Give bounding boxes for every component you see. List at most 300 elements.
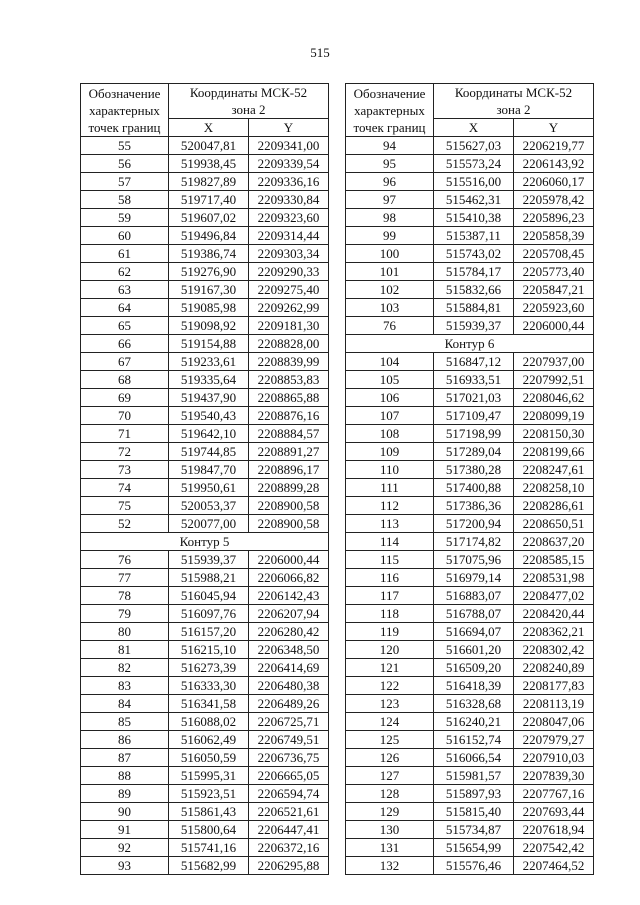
x-coordinate-cell: 519744,85 xyxy=(169,443,249,461)
coordinates-table-right xyxy=(345,83,594,875)
table-row xyxy=(346,659,594,677)
point-number-cell: 97 xyxy=(346,191,434,209)
table-row xyxy=(81,731,329,749)
point-number-cell: 103 xyxy=(346,299,434,317)
table-row xyxy=(81,209,329,227)
table-row xyxy=(346,425,594,443)
point-number-cell: 64 xyxy=(81,299,169,317)
y-coordinate-cell: 2208899,28 xyxy=(249,479,329,497)
x-coordinate-cell: 519098,92 xyxy=(169,317,249,335)
point-number-cell: 112 xyxy=(346,497,434,515)
header-coord-system-line: Координаты МСК-52 xyxy=(189,85,308,100)
point-number-cell: 62 xyxy=(81,263,169,281)
point-number-cell: 57 xyxy=(81,173,169,191)
point-number-cell: 104 xyxy=(346,353,434,371)
y-coordinate-cell: 2206066,82 xyxy=(249,569,329,587)
x-coordinate-cell: 515897,93 xyxy=(434,785,514,803)
table-row xyxy=(81,317,329,335)
table-row xyxy=(346,155,594,173)
x-coordinate-cell: 516240,21 xyxy=(434,713,514,731)
table-body-right xyxy=(346,137,594,875)
point-number-cell: 105 xyxy=(346,371,434,389)
table-row xyxy=(81,659,329,677)
point-number-cell: 98 xyxy=(346,209,434,227)
y-coordinate-cell: 2208099,19 xyxy=(514,407,594,425)
y-coordinate-cell: 2207992,51 xyxy=(514,371,594,389)
x-coordinate-cell: 516509,20 xyxy=(434,659,514,677)
x-coordinate-cell: 516066,54 xyxy=(434,749,514,767)
table-row xyxy=(81,695,329,713)
y-coordinate-cell: 2206219,77 xyxy=(514,137,594,155)
point-number-cell: 56 xyxy=(81,155,169,173)
y-coordinate-cell: 2205773,40 xyxy=(514,263,594,281)
point-number-cell: 102 xyxy=(346,281,434,299)
table-row xyxy=(81,461,329,479)
x-coordinate-cell: 515939,37 xyxy=(434,317,514,335)
point-number-cell: 94 xyxy=(346,137,434,155)
point-number-cell: 126 xyxy=(346,749,434,767)
point-number-cell: 125 xyxy=(346,731,434,749)
point-number-cell: 122 xyxy=(346,677,434,695)
point-number-cell: 60 xyxy=(81,227,169,245)
table-row xyxy=(81,785,329,803)
table-row xyxy=(81,155,329,173)
point-number-cell: 114 xyxy=(346,533,434,551)
table-row xyxy=(346,209,594,227)
contour-label: Контур 5 xyxy=(81,533,329,551)
point-number-cell: 127 xyxy=(346,767,434,785)
x-coordinate-cell: 515410,38 xyxy=(434,209,514,227)
y-coordinate-cell: 2206280,42 xyxy=(249,623,329,641)
header-designation xyxy=(81,84,169,137)
table-row xyxy=(81,857,329,875)
y-coordinate-cell: 2208420,44 xyxy=(514,605,594,623)
table-row xyxy=(81,389,329,407)
table-row xyxy=(81,677,329,695)
point-number-cell: 71 xyxy=(81,425,169,443)
point-number-cell: 76 xyxy=(81,551,169,569)
x-coordinate-cell: 515884,81 xyxy=(434,299,514,317)
table-row xyxy=(346,281,594,299)
x-coordinate-cell: 516050,59 xyxy=(169,749,249,767)
y-coordinate-cell: 2207618,94 xyxy=(514,821,594,839)
table-row xyxy=(346,137,594,155)
point-number-cell: 106 xyxy=(346,389,434,407)
point-number-cell: 118 xyxy=(346,605,434,623)
point-number-cell: 63 xyxy=(81,281,169,299)
point-number-cell: 95 xyxy=(346,155,434,173)
y-coordinate-cell: 2206000,44 xyxy=(514,317,594,335)
point-number-cell: 73 xyxy=(81,461,169,479)
table-row xyxy=(346,749,594,767)
x-coordinate-cell: 516847,12 xyxy=(434,353,514,371)
x-coordinate-cell: 515682,99 xyxy=(169,857,249,875)
x-coordinate-cell: 515832,66 xyxy=(434,281,514,299)
point-number-cell: 52 xyxy=(81,515,169,533)
header-coord-system xyxy=(169,84,329,119)
table-row xyxy=(346,533,594,551)
x-coordinate-cell: 516694,07 xyxy=(434,623,514,641)
y-coordinate-cell: 2205978,42 xyxy=(514,191,594,209)
point-number-cell: 75 xyxy=(81,497,169,515)
y-coordinate-cell: 2206060,17 xyxy=(514,173,594,191)
x-coordinate-cell: 515815,40 xyxy=(434,803,514,821)
x-coordinate-cell: 515516,00 xyxy=(434,173,514,191)
point-number-cell: 89 xyxy=(81,785,169,803)
point-number-cell: 81 xyxy=(81,641,169,659)
table-row xyxy=(81,137,329,155)
y-coordinate-cell: 2206143,92 xyxy=(514,155,594,173)
table-row xyxy=(346,785,594,803)
header-designation-line: характерных xyxy=(354,102,425,118)
point-number-cell: 108 xyxy=(346,425,434,443)
y-coordinate-cell: 2206594,74 xyxy=(249,785,329,803)
x-coordinate-cell: 515995,31 xyxy=(169,767,249,785)
point-number-cell: 70 xyxy=(81,407,169,425)
x-coordinate-cell: 519950,61 xyxy=(169,479,249,497)
table-row xyxy=(346,353,594,371)
y-coordinate-cell: 2206749,51 xyxy=(249,731,329,749)
y-coordinate-cell: 2208113,19 xyxy=(514,695,594,713)
point-number-cell: 58 xyxy=(81,191,169,209)
point-number-cell: 101 xyxy=(346,263,434,281)
y-coordinate-cell: 2207910,03 xyxy=(514,749,594,767)
table-row xyxy=(346,569,594,587)
table-row xyxy=(81,605,329,623)
y-coordinate-cell: 2209341,00 xyxy=(249,137,329,155)
x-coordinate-cell: 519154,88 xyxy=(169,335,249,353)
y-coordinate-cell: 2208531,98 xyxy=(514,569,594,587)
point-number-cell: 116 xyxy=(346,569,434,587)
point-number-cell: 85 xyxy=(81,713,169,731)
table-row xyxy=(346,479,594,497)
x-coordinate-cell: 519496,84 xyxy=(169,227,249,245)
table-row xyxy=(346,317,594,335)
x-coordinate-cell: 516328,68 xyxy=(434,695,514,713)
point-number-cell: 88 xyxy=(81,767,169,785)
table-row xyxy=(81,821,329,839)
y-coordinate-cell: 2208199,66 xyxy=(514,443,594,461)
x-coordinate-cell: 517075,96 xyxy=(434,551,514,569)
table-row xyxy=(346,821,594,839)
table-row xyxy=(346,371,594,389)
header-x: X xyxy=(169,119,249,137)
y-coordinate-cell: 2206372,16 xyxy=(249,839,329,857)
table-row xyxy=(81,173,329,191)
point-number-cell: 77 xyxy=(81,569,169,587)
table-row xyxy=(81,839,329,857)
y-coordinate-cell: 2206447,41 xyxy=(249,821,329,839)
y-coordinate-cell: 2205858,39 xyxy=(514,227,594,245)
table-row xyxy=(346,461,594,479)
y-coordinate-cell: 2206414,69 xyxy=(249,659,329,677)
x-coordinate-cell: 517198,99 xyxy=(434,425,514,443)
y-coordinate-cell: 2206142,43 xyxy=(249,587,329,605)
table-row xyxy=(81,479,329,497)
x-coordinate-cell: 517400,88 xyxy=(434,479,514,497)
point-number-cell: 100 xyxy=(346,245,434,263)
table-row xyxy=(81,191,329,209)
point-number-cell: 120 xyxy=(346,641,434,659)
table-row xyxy=(81,245,329,263)
table-row xyxy=(346,443,594,461)
point-number-cell: 124 xyxy=(346,713,434,731)
x-coordinate-cell: 516062,49 xyxy=(169,731,249,749)
x-coordinate-cell: 519540,43 xyxy=(169,407,249,425)
point-number-cell: 107 xyxy=(346,407,434,425)
x-coordinate-cell: 519085,98 xyxy=(169,299,249,317)
table-row xyxy=(81,641,329,659)
point-number-cell: 83 xyxy=(81,677,169,695)
y-coordinate-cell: 2208177,83 xyxy=(514,677,594,695)
point-number-cell: 86 xyxy=(81,731,169,749)
table-row xyxy=(346,173,594,191)
x-coordinate-cell: 519167,30 xyxy=(169,281,249,299)
point-number-cell: 131 xyxy=(346,839,434,857)
table-row xyxy=(81,713,329,731)
table-row xyxy=(346,695,594,713)
header-designation-line: Обозначение xyxy=(88,85,161,101)
y-coordinate-cell: 2206725,71 xyxy=(249,713,329,731)
y-coordinate-cell: 2208258,10 xyxy=(514,479,594,497)
point-number-cell: 61 xyxy=(81,245,169,263)
x-coordinate-cell: 515734,87 xyxy=(434,821,514,839)
x-coordinate-cell: 515981,57 xyxy=(434,767,514,785)
x-coordinate-cell: 516045,94 xyxy=(169,587,249,605)
y-coordinate-cell: 2207542,42 xyxy=(514,839,594,857)
table-row xyxy=(346,245,594,263)
x-coordinate-cell: 517380,28 xyxy=(434,461,514,479)
table-row xyxy=(346,551,594,569)
table-row xyxy=(346,263,594,281)
y-coordinate-cell: 2206207,94 xyxy=(249,605,329,623)
y-coordinate-cell: 2209314,44 xyxy=(249,227,329,245)
header-designation xyxy=(346,84,434,137)
point-number-cell: 78 xyxy=(81,587,169,605)
x-coordinate-cell: 515627,03 xyxy=(434,137,514,155)
x-coordinate-cell: 515861,43 xyxy=(169,803,249,821)
point-number-cell: 117 xyxy=(346,587,434,605)
table-row xyxy=(81,515,329,533)
table-row xyxy=(346,515,594,533)
y-coordinate-cell: 2208828,00 xyxy=(249,335,329,353)
x-coordinate-cell: 516088,02 xyxy=(169,713,249,731)
x-coordinate-cell: 516333,30 xyxy=(169,677,249,695)
table-row xyxy=(81,335,329,353)
x-coordinate-cell: 517021,03 xyxy=(434,389,514,407)
y-coordinate-cell: 2209323,60 xyxy=(249,209,329,227)
table-row xyxy=(346,389,594,407)
y-coordinate-cell: 2205923,60 xyxy=(514,299,594,317)
x-coordinate-cell: 515939,37 xyxy=(169,551,249,569)
y-coordinate-cell: 2206000,44 xyxy=(249,551,329,569)
y-coordinate-cell: 2209336,16 xyxy=(249,173,329,191)
y-coordinate-cell: 2207979,27 xyxy=(514,731,594,749)
table-row xyxy=(346,767,594,785)
point-number-cell: 69 xyxy=(81,389,169,407)
header-x: X xyxy=(434,119,514,137)
table-row xyxy=(346,839,594,857)
table-row xyxy=(81,569,329,587)
x-coordinate-cell: 516788,07 xyxy=(434,605,514,623)
x-coordinate-cell: 519276,90 xyxy=(169,263,249,281)
y-coordinate-cell: 2208637,20 xyxy=(514,533,594,551)
header-designation-line: Обозначение xyxy=(353,85,426,101)
x-coordinate-cell: 516933,51 xyxy=(434,371,514,389)
table-row xyxy=(81,353,329,371)
y-coordinate-cell: 2207937,00 xyxy=(514,353,594,371)
y-coordinate-cell: 2208302,42 xyxy=(514,641,594,659)
x-coordinate-cell: 515654,99 xyxy=(434,839,514,857)
table-row xyxy=(81,263,329,281)
point-number-cell: 110 xyxy=(346,461,434,479)
y-coordinate-cell: 2207464,52 xyxy=(514,857,594,875)
x-coordinate-cell: 519827,89 xyxy=(169,173,249,191)
x-coordinate-cell: 519607,02 xyxy=(169,209,249,227)
y-coordinate-cell: 2208896,17 xyxy=(249,461,329,479)
x-coordinate-cell: 520047,81 xyxy=(169,137,249,155)
page-number: 515 xyxy=(310,45,330,60)
point-number-cell: 113 xyxy=(346,515,434,533)
point-number-cell: 72 xyxy=(81,443,169,461)
point-number-cell: 84 xyxy=(81,695,169,713)
coordinates-table-left xyxy=(80,83,329,875)
point-number-cell: 74 xyxy=(81,479,169,497)
table-row xyxy=(346,803,594,821)
x-coordinate-cell: 519233,61 xyxy=(169,353,249,371)
point-number-cell: 132 xyxy=(346,857,434,875)
point-number-cell: 79 xyxy=(81,605,169,623)
x-coordinate-cell: 516883,07 xyxy=(434,587,514,605)
x-coordinate-cell: 519642,10 xyxy=(169,425,249,443)
x-coordinate-cell: 515573,24 xyxy=(434,155,514,173)
y-coordinate-cell: 2206480,38 xyxy=(249,677,329,695)
x-coordinate-cell: 517289,04 xyxy=(434,443,514,461)
table-row xyxy=(81,299,329,317)
point-number-cell: 119 xyxy=(346,623,434,641)
point-number-cell: 130 xyxy=(346,821,434,839)
table-body-left xyxy=(81,137,329,875)
y-coordinate-cell: 2206489,26 xyxy=(249,695,329,713)
point-number-cell: 99 xyxy=(346,227,434,245)
x-coordinate-cell: 519847,70 xyxy=(169,461,249,479)
point-number-cell: 66 xyxy=(81,335,169,353)
x-coordinate-cell: 519717,40 xyxy=(169,191,249,209)
header-coord-system-line: зона 2 xyxy=(231,102,266,117)
y-coordinate-cell: 2205847,21 xyxy=(514,281,594,299)
table-row xyxy=(81,425,329,443)
x-coordinate-cell: 516601,20 xyxy=(434,641,514,659)
contour-row xyxy=(81,533,329,551)
y-coordinate-cell: 2208853,83 xyxy=(249,371,329,389)
y-coordinate-cell: 2207839,30 xyxy=(514,767,594,785)
point-number-cell: 128 xyxy=(346,785,434,803)
table-row xyxy=(346,731,594,749)
x-coordinate-cell: 516341,58 xyxy=(169,695,249,713)
point-number-cell: 92 xyxy=(81,839,169,857)
x-coordinate-cell: 515800,64 xyxy=(169,821,249,839)
y-coordinate-cell: 2207767,16 xyxy=(514,785,594,803)
point-number-cell: 121 xyxy=(346,659,434,677)
x-coordinate-cell: 516152,74 xyxy=(434,731,514,749)
table-row xyxy=(346,497,594,515)
header-coord-system-line: зона 2 xyxy=(496,102,531,117)
point-number-cell: 109 xyxy=(346,443,434,461)
x-coordinate-cell: 519938,45 xyxy=(169,155,249,173)
point-number-cell: 91 xyxy=(81,821,169,839)
y-coordinate-cell: 2208900,58 xyxy=(249,497,329,515)
x-coordinate-cell: 519335,64 xyxy=(169,371,249,389)
header-designation-line: точек границ xyxy=(353,119,426,135)
point-number-cell: 96 xyxy=(346,173,434,191)
point-number-cell: 93 xyxy=(81,857,169,875)
y-coordinate-cell: 2208891,27 xyxy=(249,443,329,461)
table-row xyxy=(346,641,594,659)
y-coordinate-cell: 2208876,16 xyxy=(249,407,329,425)
x-coordinate-cell: 519386,74 xyxy=(169,245,249,263)
y-coordinate-cell: 2209275,40 xyxy=(249,281,329,299)
table-row xyxy=(81,497,329,515)
y-coordinate-cell: 2208047,06 xyxy=(514,713,594,731)
point-number-cell: 80 xyxy=(81,623,169,641)
point-number-cell: 65 xyxy=(81,317,169,335)
y-coordinate-cell: 2209181,30 xyxy=(249,317,329,335)
table-row xyxy=(81,803,329,821)
point-number-cell: 87 xyxy=(81,749,169,767)
point-number-cell: 55 xyxy=(81,137,169,155)
table-row xyxy=(346,407,594,425)
table-row xyxy=(81,551,329,569)
x-coordinate-cell: 515743,02 xyxy=(434,245,514,263)
x-coordinate-cell: 516157,20 xyxy=(169,623,249,641)
x-coordinate-cell: 516273,39 xyxy=(169,659,249,677)
y-coordinate-cell: 2205896,23 xyxy=(514,209,594,227)
y-coordinate-cell: 2206348,50 xyxy=(249,641,329,659)
x-coordinate-cell: 515784,17 xyxy=(434,263,514,281)
table-row xyxy=(346,299,594,317)
point-number-cell: 82 xyxy=(81,659,169,677)
y-coordinate-cell: 2208286,61 xyxy=(514,497,594,515)
point-number-cell: 115 xyxy=(346,551,434,569)
header-designation-line: точек границ xyxy=(88,119,161,135)
y-coordinate-cell: 2208650,51 xyxy=(514,515,594,533)
table-row xyxy=(346,857,594,875)
contour-label: Контур 6 xyxy=(346,335,594,353)
x-coordinate-cell: 520053,37 xyxy=(169,497,249,515)
header-y: Y xyxy=(514,119,594,137)
point-number-cell: 111 xyxy=(346,479,434,497)
table-row xyxy=(81,443,329,461)
table-row xyxy=(81,587,329,605)
table-row xyxy=(346,605,594,623)
x-coordinate-cell: 515576,46 xyxy=(434,857,514,875)
y-coordinate-cell: 2208477,02 xyxy=(514,587,594,605)
table-row xyxy=(81,749,329,767)
table-row xyxy=(346,191,594,209)
y-coordinate-cell: 2208884,57 xyxy=(249,425,329,443)
table-row xyxy=(346,227,594,245)
y-coordinate-cell: 2208240,89 xyxy=(514,659,594,677)
x-coordinate-cell: 519437,90 xyxy=(169,389,249,407)
x-coordinate-cell: 516097,76 xyxy=(169,605,249,623)
table-row xyxy=(81,371,329,389)
x-coordinate-cell: 517200,94 xyxy=(434,515,514,533)
y-coordinate-cell: 2206736,75 xyxy=(249,749,329,767)
y-coordinate-cell: 2208839,99 xyxy=(249,353,329,371)
point-number-cell: 76 xyxy=(346,317,434,335)
y-coordinate-cell: 2208900,58 xyxy=(249,515,329,533)
table-row xyxy=(346,677,594,695)
